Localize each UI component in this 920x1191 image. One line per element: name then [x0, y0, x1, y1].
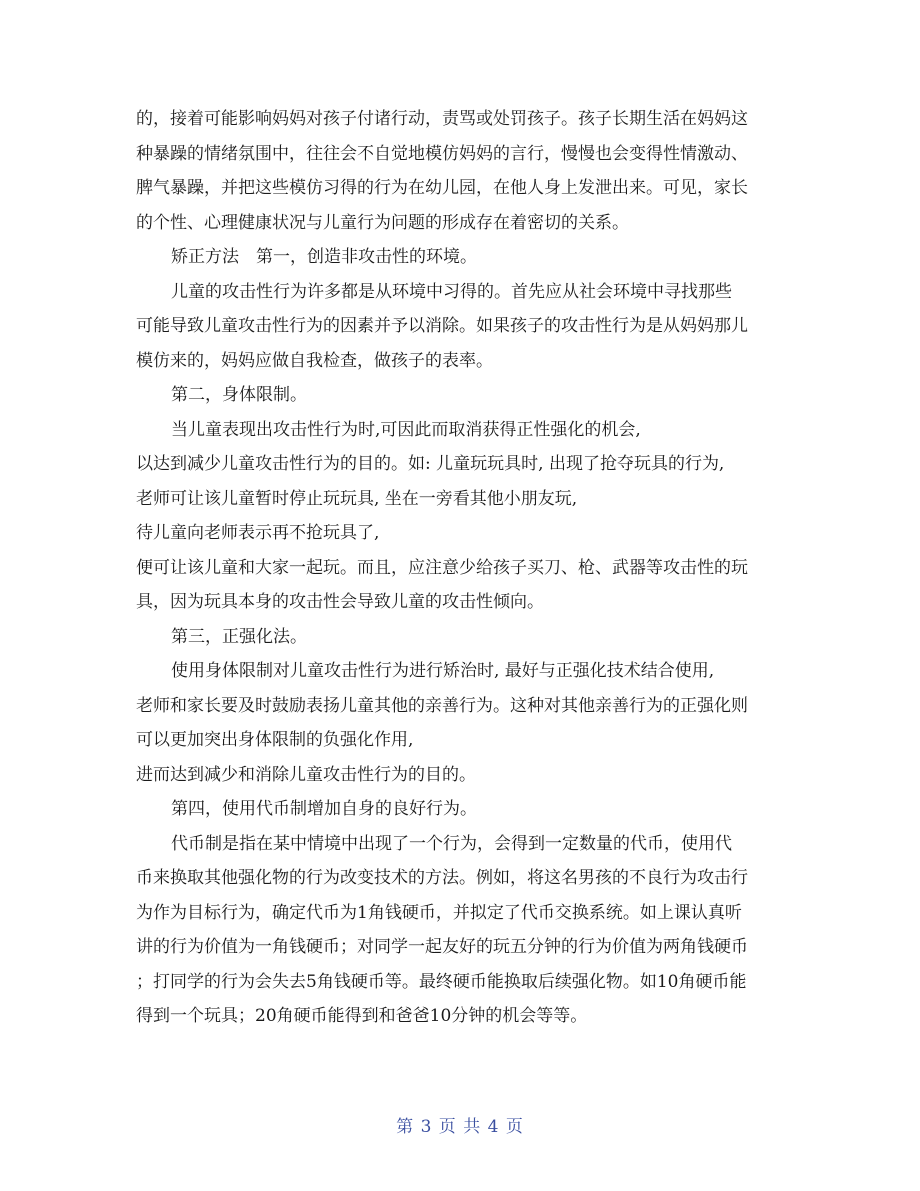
text-line: 为作为目标行为，确定代币为1角钱硬币，并拟定了代币交换系统。如上课认真听 — [136, 902, 742, 923]
text-line: 模仿来的，妈妈应做自我检查，做孩子的表率。 — [136, 350, 493, 371]
text-line: 讲的行为价值为一角钱硬币；对同学一起友好的玩五分钟的行为价值为两角钱硬币 — [136, 937, 748, 957]
text-line: 使用身体限制对儿童攻击性行为进行矫治时, 最好与正强化技术结合使用, — [171, 661, 715, 681]
text-line: 以达到减少儿童攻击性行为的目的。如: 儿童玩玩具时, 出现了抢夺玩具的行为, — [136, 454, 725, 474]
text-line: 具，因为玩具本身的攻击性会导致儿童的攻击性倾向。 — [136, 592, 544, 612]
text-line: 矫正方法 第一，创造非攻击性的环境。 — [171, 247, 477, 267]
text-line: ；打同学的行为会失去5角钱硬币等。最终硬币能换取后续强化物。如10角硬币能 — [136, 971, 747, 992]
text-line: 第四，使用代币制增加自身的良好行为。 — [171, 799, 477, 819]
text-line: 代币制是指在某中情境中出现了一个行为，会得到一定数量的代币，使用代 — [171, 833, 732, 854]
page-footer: 第 3 页 共 4 页 — [396, 1117, 524, 1137]
text-line: 币来换取其他强化物的行为改变技术的方法。例如，将这名男孩的不良行为攻击行 — [136, 868, 748, 888]
document-body — [136, 102, 800, 1034]
text-line: 儿童的攻击性行为许多都是从环境中习得的。首先应从社会环境中寻找那些 — [171, 281, 732, 302]
text-line: 当儿童表现出攻击性行为时,可因此而取消获得正性强化的机会, — [171, 419, 641, 440]
text-line: 第三，正强化法。 — [171, 626, 307, 647]
text-line: 老师和家长要及时鼓励表扬儿童其他的亲善行为。这种对其他亲善行为的正强化则 — [136, 695, 748, 716]
text-line: 可以更加突出身体限制的负强化作用, — [136, 730, 414, 750]
text-line: 的，接着可能影响妈妈对孩子付诸行动，责骂或处罚孩子。孩子长期生活在妈妈这 — [136, 109, 748, 129]
text-line: 得到一个玩具；20角硬币能得到和爸爸10分钟的机会等等。 — [136, 1006, 588, 1026]
text-line: 种暴躁的情绪氛围中，往往会不自觉地模仿妈妈的言行，慢慢也会变得性情激动、 — [136, 143, 748, 164]
text-line: 可能导致儿童攻击性行为的因素并予以消除。如果孩子的攻击性行为是从妈妈那儿 — [136, 316, 748, 336]
text-line: 老师可让该儿童暂时停止玩玩具, 坐在一旁看其他小朋友玩, — [136, 488, 578, 509]
text-line: 脾气暴躁，并把这些模仿习得的行为在幼儿园，在他人身上发泄出来。可见，家长 — [136, 178, 748, 198]
text-line: 第二，身体限制。 — [171, 385, 307, 405]
text-line: 进而达到减少和消除儿童攻击性行为的目的。 — [136, 764, 476, 785]
text-line: 待儿童向老师表示再不抢玩具了, — [136, 523, 380, 543]
text-line: 的个性、心理健康状况与儿童行为问题的形成存在着密切的关系。 — [136, 212, 629, 233]
text-line: 便可让该儿童和大家一起玩。而且，应注意少给孩子买刀、枪、武器等攻击性的玩 — [136, 557, 748, 578]
